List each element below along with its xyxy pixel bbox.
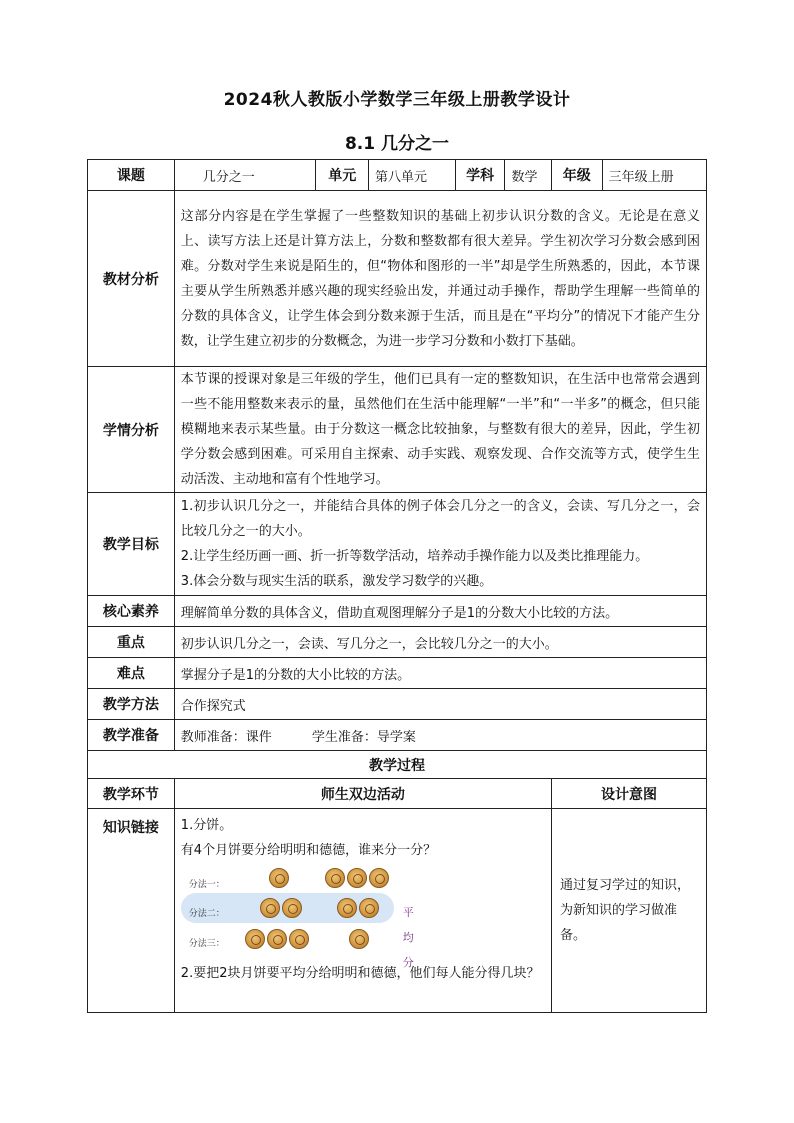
question-1-text: 有4个月饼要分给明明和德德，谁来分一分？ bbox=[180, 843, 437, 858]
intent-column-header: 设计意图 bbox=[551, 779, 706, 809]
difficulty-row bbox=[88, 658, 707, 689]
knowledge-link-label: 知识链接 bbox=[88, 809, 175, 1013]
literacy-text: 理解简单分数的具体含义，借助直观图理解分子是1的分数大小比较的方法。 bbox=[174, 596, 706, 627]
method-text: 合作探究式 bbox=[174, 689, 706, 720]
topic-label: 课题 bbox=[88, 160, 175, 191]
method-3-label: 分法三： bbox=[188, 939, 225, 949]
student-analysis-text: 本节课的授课对象是三年级的学生，他们已具有一定的整数知识，在生活中也常常会遇到一些不能用整数来表示的量，虽然他们在生活中能理解“一半”和“一半多”的概念，但只能模糊地来表示某些量。由于分数这一概念比较抽象，与整数有很大的差异，因此，学生初学分数会感到困难。可采用自主探索、动手实践、观察发现、合作交流等方式，使学生生动活泼、主动地和富有个性地学习。 bbox=[174, 367, 706, 493]
lesson-plan-table bbox=[87, 159, 707, 1013]
mooncake-icon bbox=[359, 898, 379, 918]
process-columns-row bbox=[88, 779, 707, 809]
average-split-label: 平均分 bbox=[402, 906, 414, 969]
grade-value: 三年级上册 bbox=[602, 160, 706, 191]
document-subtitle: 8.1 几分之一 bbox=[344, 134, 450, 154]
prep-row bbox=[88, 720, 707, 751]
mooncake-icon bbox=[245, 929, 265, 949]
process-heading-row bbox=[88, 751, 707, 779]
material-analysis-row bbox=[88, 191, 707, 367]
goals-label: 教学目标 bbox=[88, 493, 175, 596]
process-heading: 教学过程 bbox=[88, 751, 707, 779]
difficulty-label: 难点 bbox=[88, 658, 175, 689]
mooncake-icon bbox=[282, 898, 302, 918]
method-1-label: 分法一： bbox=[188, 880, 225, 890]
goals-list bbox=[174, 493, 706, 596]
method-label: 教学方法 bbox=[88, 689, 175, 720]
question-2-text: 2.要把2块月饼要平均分给明明和德德，他们每人能分得几块？ bbox=[180, 966, 540, 981]
mooncake-icon bbox=[289, 929, 309, 949]
key-row bbox=[88, 627, 707, 658]
header-row bbox=[88, 160, 707, 191]
subject-value: 数学 bbox=[505, 160, 552, 191]
document-title: 2024秋人教版小学数学三年级上册教学设计 bbox=[223, 90, 571, 110]
student-prep: 学生准备：导学案 bbox=[311, 729, 416, 745]
activity-column-header: 师生双边活动 bbox=[174, 779, 551, 809]
goals-row bbox=[88, 493, 707, 596]
mooncake-icon bbox=[349, 929, 369, 949]
stage-column-header: 教学环节 bbox=[88, 779, 175, 809]
prep-text bbox=[174, 720, 706, 751]
knowledge-link-intent: 通过复习学过的知识，为新知识的学习做准备。 bbox=[551, 809, 706, 1013]
material-analysis-text: 这部分内容是在学生掌握了一些整数知识的基础上初步认识分数的含义。无论是在意义上、读写方法上还是计算方法上，分数和整数都有很大差异。学生初次学习分数会感到困难。分数对学生来说是陌生的，但“物体和图形的一半”却是学生所熟悉的，因此，本节课主要从学生所熟悉并感兴趣的现实经验出发，并通过动手操作，帮助学生理解一些简单的分数的具体含义，让学生体会到分数来源于生活，而且是在“平均分”的情况下才能产生分数，让学生建立初步的分数概念，为进一步学习分数和小数打下基础。 bbox=[174, 191, 706, 367]
mooncake-icon bbox=[325, 868, 345, 888]
teacher-prep: 教师准备：课件 bbox=[180, 729, 272, 745]
mooncake-icon bbox=[337, 898, 357, 918]
mooncake-icon bbox=[269, 868, 289, 888]
material-analysis-label: 教材分析 bbox=[88, 191, 175, 367]
mooncake-icon bbox=[347, 868, 367, 888]
literacy-row bbox=[88, 596, 707, 627]
goal-item: 1.初步认识几分之一，并能结合具体的例子体会几分之一的含义，会读、写几分之一，会比较几分之一的大小。 bbox=[180, 499, 700, 539]
key-label: 重点 bbox=[88, 627, 175, 658]
mooncake-icon bbox=[260, 898, 280, 918]
knowledge-link-activity bbox=[174, 809, 551, 1013]
literacy-label: 核心素养 bbox=[88, 596, 175, 627]
unit-label: 单元 bbox=[316, 160, 369, 191]
mooncake-icon bbox=[369, 868, 389, 888]
prep-label: 教学准备 bbox=[88, 720, 175, 751]
mooncake-icon bbox=[267, 929, 287, 949]
unit-value: 第八单元 bbox=[369, 160, 456, 191]
method-2-label: 分法二： bbox=[188, 909, 225, 919]
subject-label: 学科 bbox=[455, 160, 505, 191]
key-text: 初步认识几分之一，会读、写几分之一，会比较几分之一的大小。 bbox=[174, 627, 706, 658]
goal-item: 2.让学生经历画一画、折一折等数学活动，培养动手操作能力以及类比推理能力。 bbox=[180, 549, 649, 564]
goal-item: 3.体会分数与现实生活的联系，激发学习数学的兴趣。 bbox=[180, 574, 493, 589]
mooncake-division-illustration bbox=[181, 867, 414, 969]
method-row bbox=[88, 689, 707, 720]
difficulty-text: 掌握分子是1的分数的大小比较的方法。 bbox=[174, 658, 706, 689]
question-1-title: 1.分饼。 bbox=[180, 818, 233, 833]
student-analysis-label: 学情分析 bbox=[88, 367, 175, 493]
student-analysis-row bbox=[88, 367, 707, 493]
knowledge-link-row bbox=[88, 809, 707, 1013]
topic-value: 几分之一 bbox=[174, 160, 316, 191]
grade-label: 年级 bbox=[551, 160, 602, 191]
